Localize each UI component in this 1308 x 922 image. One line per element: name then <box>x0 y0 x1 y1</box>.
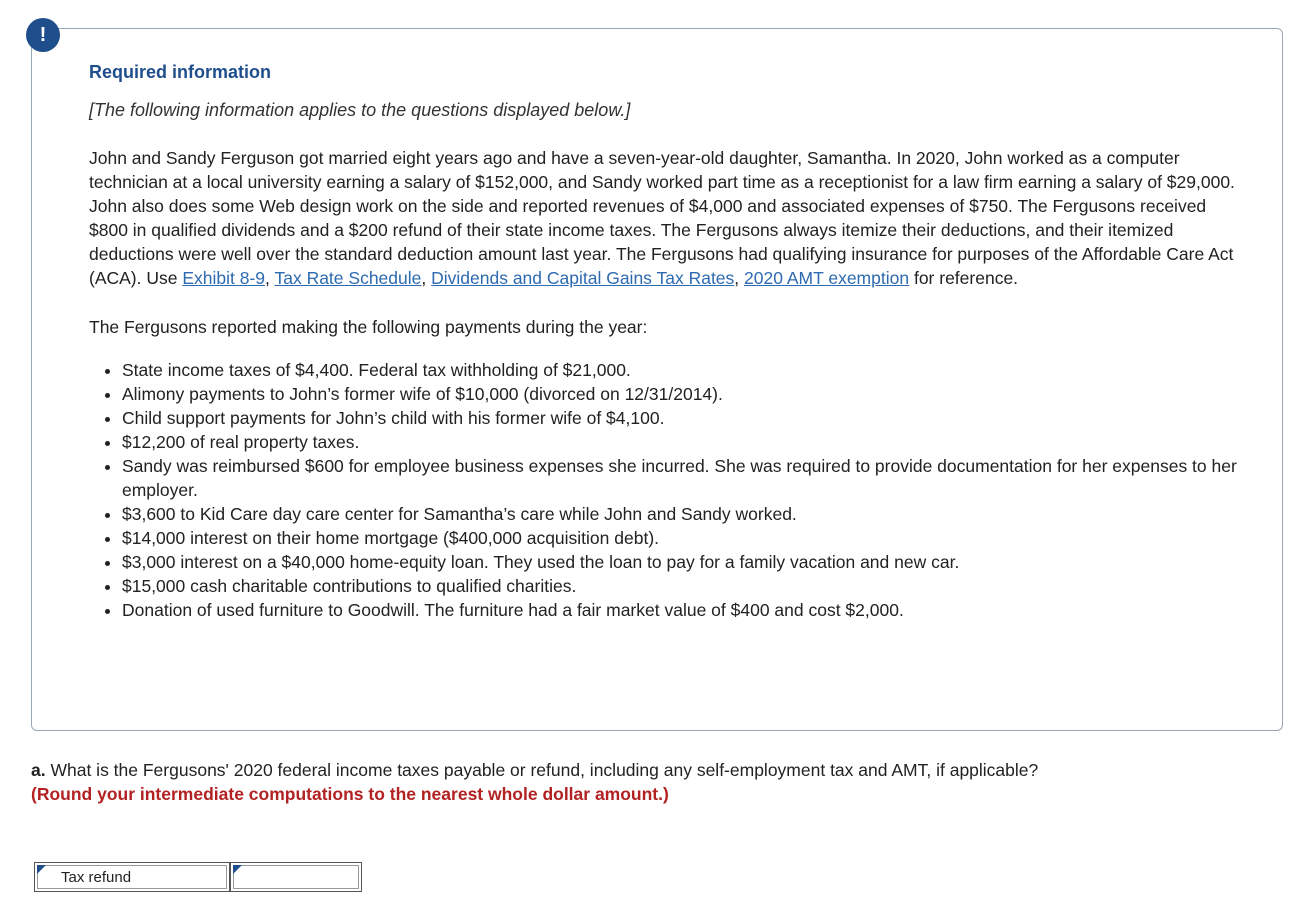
required-information-panel <box>31 28 1283 731</box>
link-2020-amt-exemption[interactable]: 2020 AMT exemption <box>744 268 910 288</box>
input-flag-icon <box>233 865 242 874</box>
list-item: • $3,000 interest on a $40,000 home-equity loan. They used the loan to pay for a family vacation and new car. <box>122 550 1239 574</box>
list-item: • Alimony payments to John’s former wife of $10,000 (divorced on 12/31/2014). <box>122 382 1239 406</box>
required-information-content <box>89 61 1239 622</box>
question-letter: a. <box>31 760 46 780</box>
list-item: • Sandy was reimbursed $600 for employee business expenses she incurred. She was required to provide documentation for her expenses to her employer. <box>122 454 1239 502</box>
list-item: • $14,000 interest on their home mortgage ($400,000 acquisition debt). <box>122 526 1239 550</box>
link-separator: , <box>421 268 432 288</box>
list-item: • $3,600 to Kid Care day care center for Samantha’s care while John and Sandy worked. <box>122 502 1239 526</box>
info-subtitle: [The following information applies to the questions displayed below.] <box>89 100 631 120</box>
required-information-title: Required information <box>89 62 272 82</box>
scenario-text-end: for reference. <box>909 268 1019 288</box>
link-separator: , <box>265 268 275 288</box>
answer-type-value: Tax refund <box>61 869 132 886</box>
payments-intro: The Fergusons reported making the following payments during the year: <box>89 317 648 337</box>
dropdown-flag-icon <box>37 865 46 874</box>
scenario-paragraph <box>89 146 1239 290</box>
rounding-note: (Round your intermediate computations to the nearest whole dollar amount.) <box>31 784 669 804</box>
answer-type-dropdown[interactable] <box>34 862 230 892</box>
list-item: • State income taxes of $4,400. Federal tax withholding of $21,000. <box>122 358 1239 382</box>
alert-icon: ! <box>26 18 60 52</box>
payments-list <box>89 358 1239 622</box>
link-tax-rate-schedule[interactable]: Tax Rate Schedule <box>274 268 422 288</box>
answer-row <box>34 862 362 892</box>
list-item: • $15,000 cash charitable contributions to qualified charities. <box>122 574 1239 598</box>
link-exhibit-8-9[interactable]: Exhibit 8-9 <box>182 268 266 288</box>
question-text: What is the Fergusons' 2020 federal income taxes payable or refund, including any self-employment tax and AMT, if applicable? <box>45 760 1039 780</box>
link-dividends-capital-gains-rates[interactable]: Dividends and Capital Gains Tax Rates <box>431 268 735 288</box>
list-item: • Donation of used furniture to Goodwill. The furniture had a fair market value of $400 and cost $2,000. <box>122 598 1239 622</box>
question-a <box>31 758 1291 806</box>
link-separator: , <box>734 268 745 288</box>
scenario-text: John and Sandy Ferguson got married eight years ago and have a seven-year-old daughter, Samantha. In 2020, John worked as a computer technician at a local university earning a salary of $152,000, and Sandy worked part time as a receptionist for a law firm earning a salary of $29,000. John also does some Web design work on the side and reported revenues of $4,000 and associated expenses of $750. The Fergusons received $800 in qualified dividends and a $200 refund of their state income taxes. The Fergusons always itemize their deductions, and their itemized deductions were well over the standard deduction amount last year. The Fergusons had qualifying insurance for purposes of the Affordable Care Act (ACA). Use <box>89 148 1235 288</box>
list-item: • Child support payments for John’s child with his former wife of $4,100. <box>122 406 1239 430</box>
list-item: • $12,200 of real property taxes. <box>122 430 1239 454</box>
answer-amount-input[interactable] <box>230 862 362 892</box>
